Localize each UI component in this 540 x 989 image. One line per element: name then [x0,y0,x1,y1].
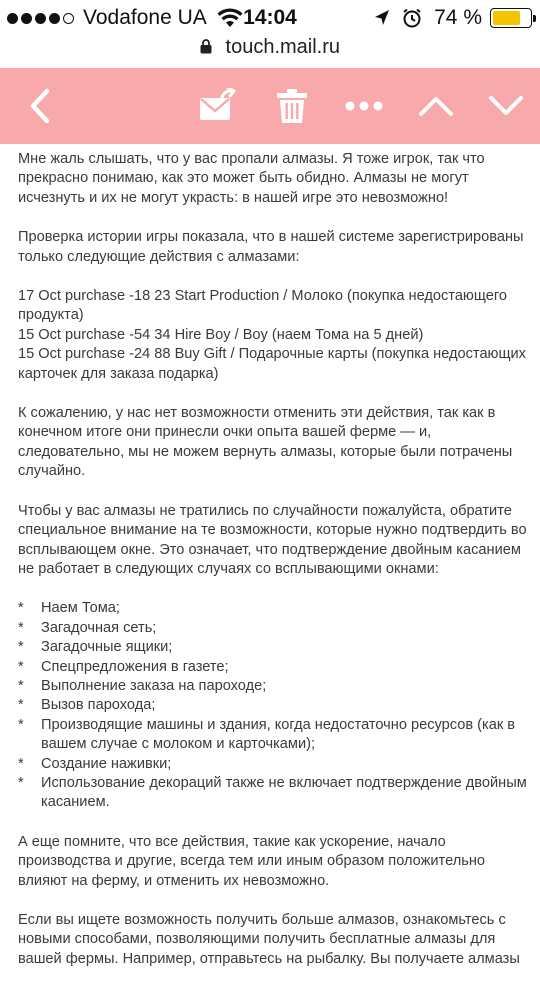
text-line: А еще помните, что все действия, такие как ускорение, начало [18,833,446,850]
list-item [18,716,526,755]
text-line: случайно. [18,463,86,480]
text-line: Наем Тома; [41,600,120,617]
bullet-mark: * [18,716,24,733]
text-line: новыми способами, позволяющими получить бесплатные алмазы для [18,931,496,948]
bullet-mark: * [18,697,24,714]
text-line: прекрасно понимаю, как это может быть обидно. Алмазы не могут [18,170,469,187]
text-line: влияют на ферму, и отменить их невозможно. [18,872,330,889]
battery-icon [490,8,532,28]
paragraph-cannot-refund [18,404,526,482]
text-line: исчезнуть и их не могут украсть: в нашей игре это невозможно! [18,189,449,206]
bullet-mark: * [18,600,24,617]
more-dots-icon [344,100,384,112]
bullet-mark: * [18,658,24,675]
paragraph-actions-irreversible [18,833,526,891]
bullet-mark: * [18,619,24,636]
back-button[interactable] [18,68,62,144]
text-line: карточек для заказа подарка) [18,365,219,382]
text-line: 15 Oct purchase -24 88 Buy Gift / Подарочные карты (покупка недостающих [18,346,526,363]
text-line: Загадочные ящики; [41,639,173,656]
text-line: только следующие действия с алмазами: [18,248,300,265]
text-line: касанием. [41,794,110,811]
paragraph-confirmation-advice [18,502,526,580]
more-actions-button[interactable] [340,68,388,144]
text-line: Если вы ищете возможность получить больше алмазов, ознакомьтесь с [18,912,506,928]
text-line: конечном итоге они принесли очки опыта вашей ферме — и, [18,424,432,441]
lock-icon [200,39,212,54]
text-line: продукта) [18,307,84,324]
text-line: вашем случае с молоком и карточками); [41,736,316,753]
text-line: К сожалению, у нас нет возможности отменить эти действия, так как в [18,405,496,422]
paragraph-purchase-log [18,287,526,384]
trash-icon [276,88,308,124]
text-line: вашей фермы. Например, отправьтесь на рыбалку. Вы получаете алмазы [18,950,520,967]
list-item [18,696,526,715]
list-item [18,677,526,696]
text-line: Мне жаль слышать, что у вас пропали алмазы. Я тоже игрок, так что [18,151,485,167]
address-bar[interactable] [0,36,540,66]
chevron-down-icon [488,95,524,117]
bullet-list [18,599,526,812]
delete-button[interactable] [270,68,314,144]
chevron-up-icon [418,95,454,117]
message-body [18,150,526,989]
list-item [18,638,526,657]
alarm-clock-icon [402,8,422,28]
text-line: Загадочная сеть; [41,619,157,636]
text-line: Производящие машины и здания, когда недостаточно ресурсов (как в [41,716,516,733]
list-item [18,619,526,638]
status-bar-right [374,6,532,30]
text-line: 17 Oct purchase -18 23 Start Production / Молоко (покупка недостающего [18,288,507,305]
bullet-mark: * [18,639,24,656]
text-line: Проверка истории игры показала, что в нашей системе зарегистрированы [18,229,524,246]
battery-percentage: 74 % [434,6,482,29]
list-item [18,755,526,774]
text-line: Создание наживки; [41,755,172,772]
text-line: Выполнение заказа на пароходе; [41,677,267,694]
text-line: 15 Oct purchase -54 34 Hire Boy / Boy (наем Тома на 5 дней) [18,326,424,343]
carrier-name: Vodafone UA [83,6,207,29]
text-line: Чтобы у вас алмазы не тратились по случайности пожалуйста, обратите [18,502,512,519]
back-arrow-icon [28,88,52,124]
list-item [18,774,526,813]
bullet-mark: * [18,755,24,772]
location-arrow-icon [374,9,390,27]
paragraph-apology [18,150,526,208]
text-line: не работает в следующих случаях со всплывающими окнами: [18,560,439,577]
next-message-button[interactable] [484,68,528,144]
move-to-folder-button[interactable] [194,68,240,144]
bullet-mark: * [18,774,24,791]
text-line: Спецпредложения в газете; [41,658,229,675]
text-line: специальное внимание на те возможности, которые нужно подтвердить во [18,522,527,539]
status-bar [0,0,540,36]
list-item [18,599,526,618]
bullet-mark: * [18,677,24,694]
mail-toolbar [0,68,540,144]
text-line: Использование декораций также не включает подтверждение двойным [41,774,527,791]
move-to-folder-icon [197,88,237,124]
paragraph-free-diamonds [18,911,526,969]
text-line: следовательно, мы не можем вернуть алмазы, которые были потрачены [18,443,513,460]
text-line: Вызов парохода; [41,697,156,714]
paragraph-history-check [18,228,526,267]
text-line: всплывающем окне. Это означает, что подтверждение двойным касанием [18,541,521,558]
url-text: touch.mail.ru [225,36,341,58]
text-line: производства и другие, всегда тем или иным образом положительно [18,853,485,870]
list-item [18,658,526,677]
previous-message-button[interactable] [414,68,458,144]
clock: 14:04 [243,6,297,29]
